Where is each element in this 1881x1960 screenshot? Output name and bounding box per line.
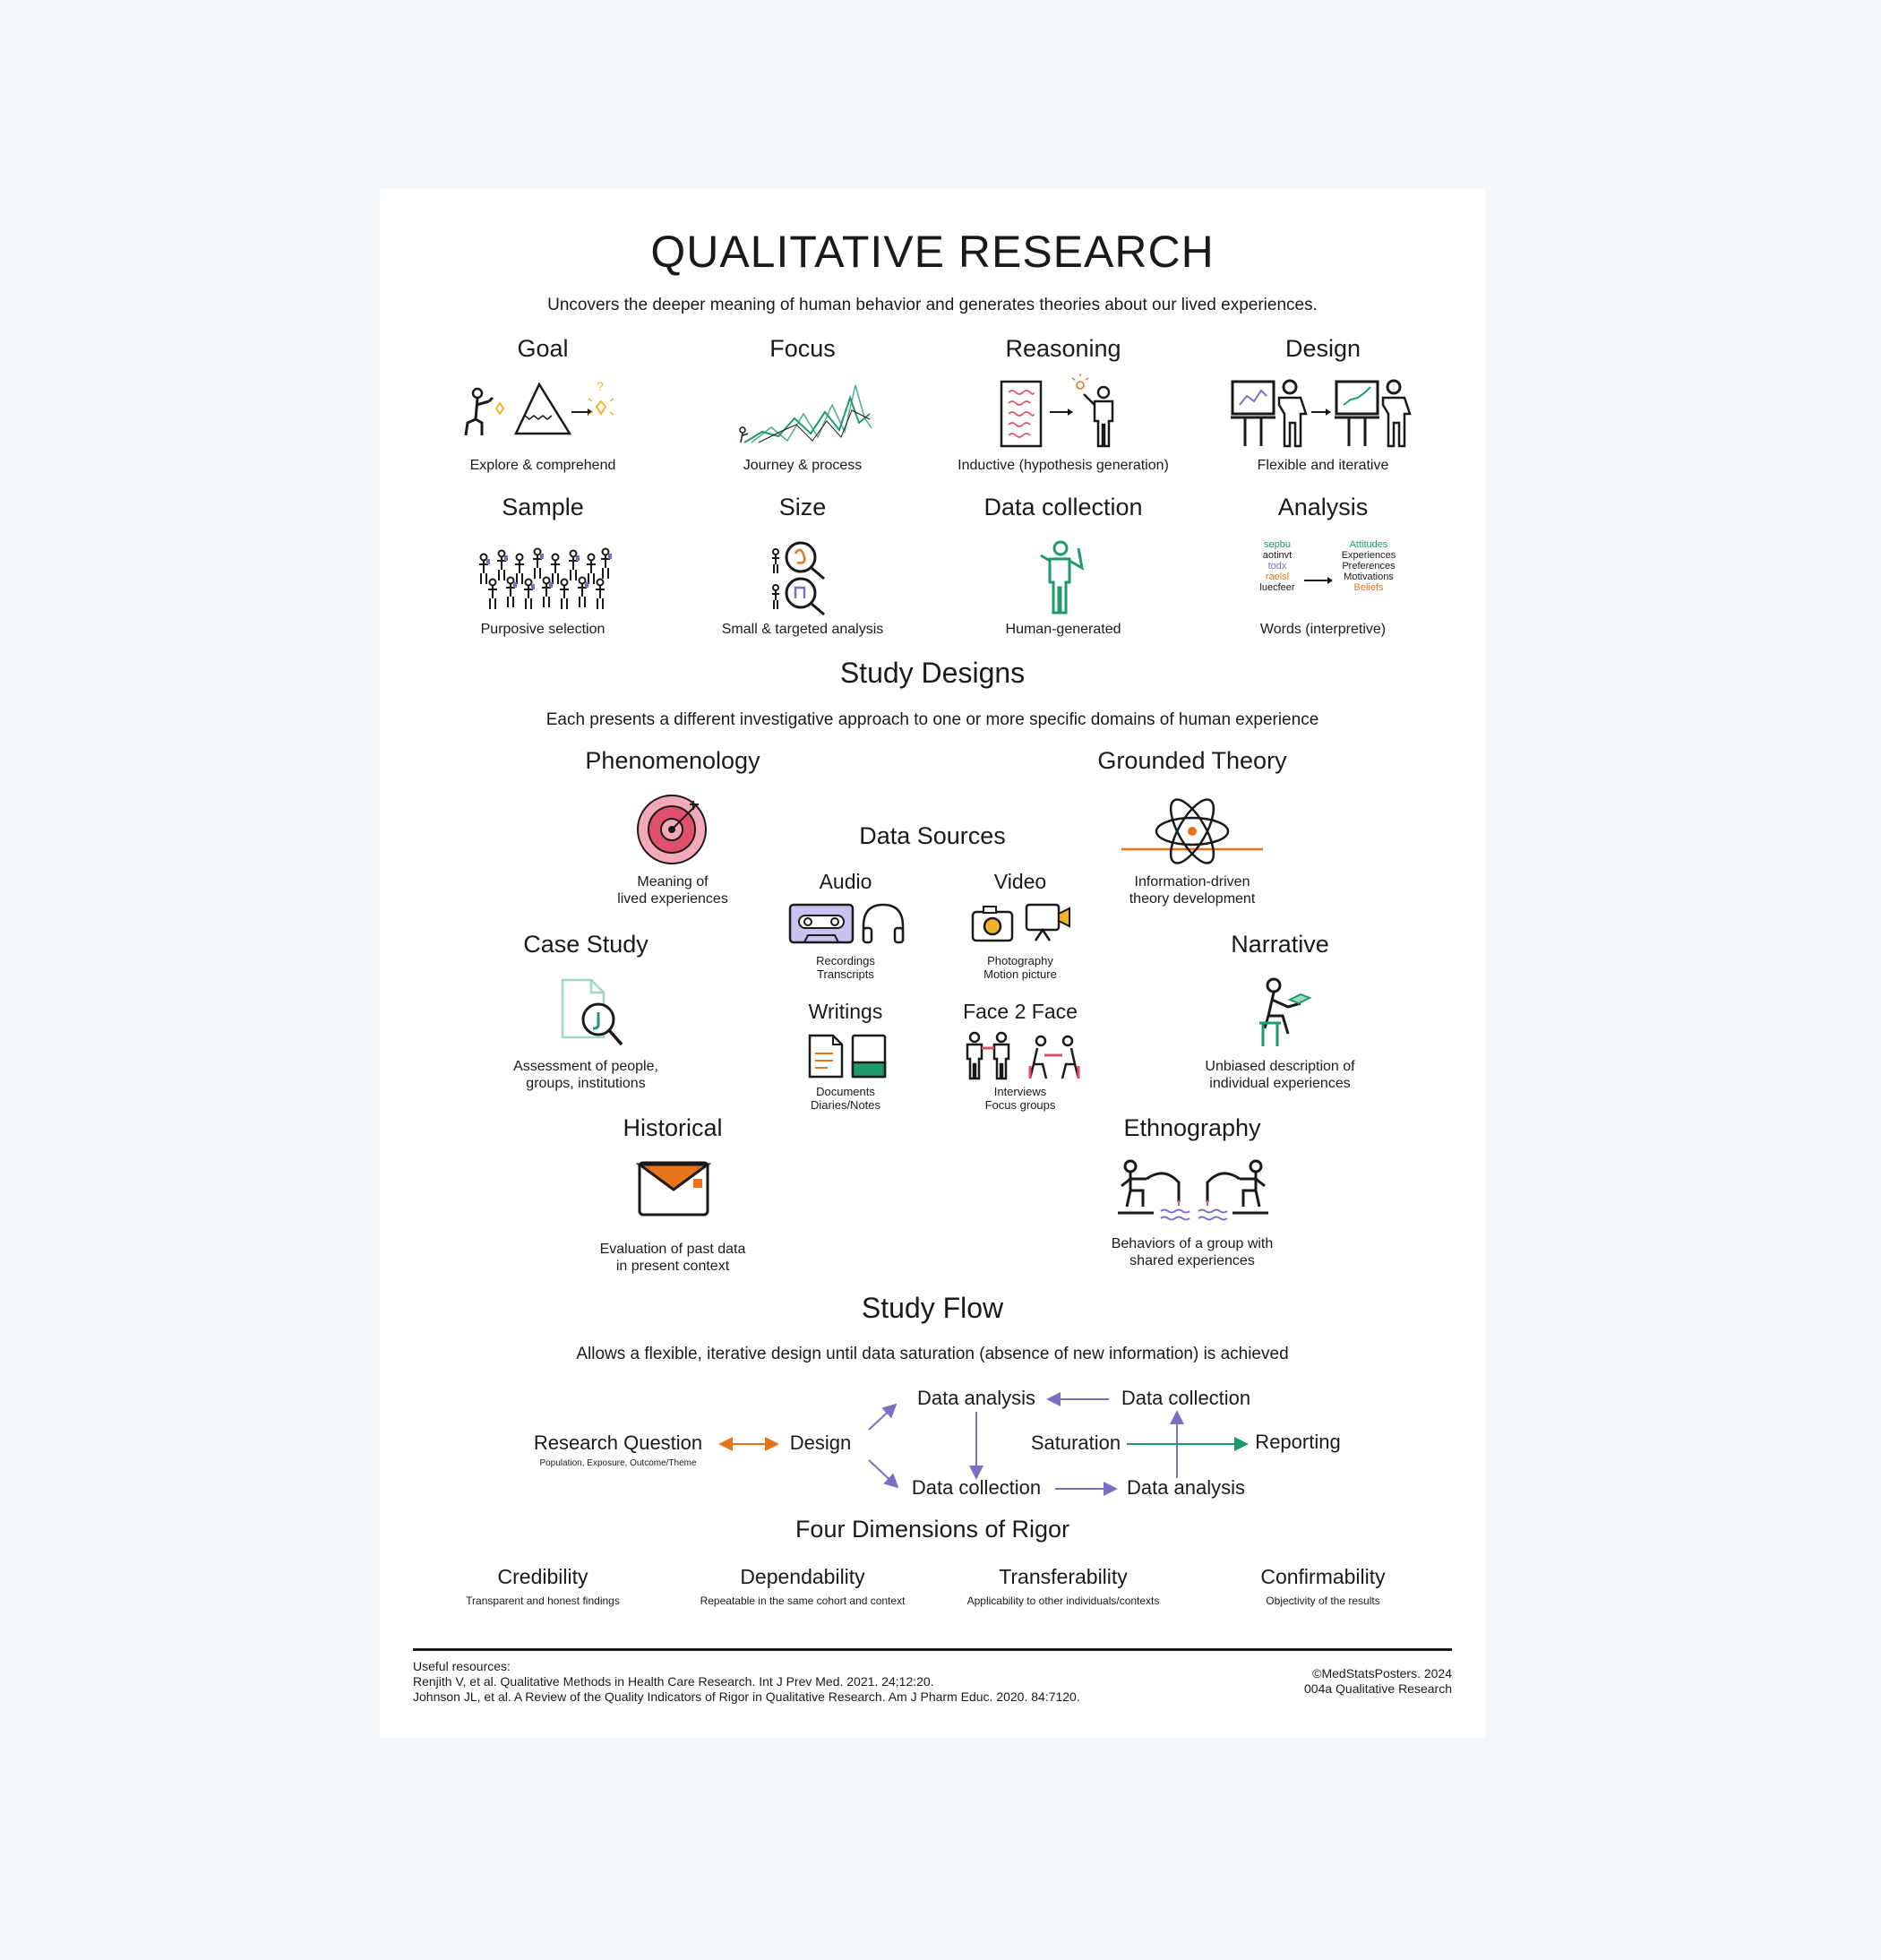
sorted-word: Beliefs [1353,582,1384,593]
flow-saturation-label: Saturation [1030,1431,1121,1454]
copyright: ©MedStatsPosters. 2024 [1312,1666,1452,1681]
size-caption: Small & targeted analysis [721,622,884,637]
sorted-word: Attitudes [1349,539,1388,550]
ethnography-heading: Ethnography [1123,1114,1261,1141]
reasoning-caption: Inductive (hypothesis generation) [958,458,1169,473]
goal-heading: Goal [517,335,569,362]
grounded-theory-heading: Grounded Theory [1097,747,1287,774]
footer-credits [1304,1666,1452,1697]
flow-reporting-label: Reporting [1255,1431,1341,1453]
caption-line: Unbiased description of [1205,1059,1355,1074]
caption-line: Meaning of [637,874,709,890]
analysis-heading: Analysis [1277,494,1369,520]
caption-line: Interviews [993,1085,1047,1098]
reference-item: Johnson JL, et al. A Review of the Quality Indicators of Rigor in Qualitative Research. Am J Pharm Educ. 2020. 84:7120. [413,1689,1080,1704]
design-heading: Design [1284,335,1361,362]
scrambled-word: aotinvt [1262,550,1293,561]
caption-line: Transcripts [817,967,874,981]
dependability-description: Repeatable in the same cohort and context [700,1595,906,1607]
footer-divider [413,1648,1452,1651]
caption-line: groups, institutions [526,1076,646,1091]
goal-caption: Explore & comprehend [469,458,616,473]
video-heading: Video [993,870,1047,893]
scrambled-word: todx [1267,561,1287,572]
caption-line: Behaviors of a group with [1111,1236,1274,1251]
dependability-heading: Dependability [740,1565,865,1588]
caption-line: Evaluation of past data [599,1242,746,1257]
scrambled-word: sepbu [1264,539,1291,550]
credibility-description: Transparent and honest findings [466,1595,620,1607]
transferability-description: Applicability to other individuals/contexts [966,1595,1160,1607]
caption-line: Diaries/Notes [810,1098,881,1112]
page-title: QUALITATIVE RESEARCH [650,227,1215,277]
caption-line: shared experiences [1129,1253,1255,1268]
transferability-heading: Transferability [999,1565,1128,1588]
study-flow-arrows [380,188,1485,1738]
study-designs-description: Each presents a different investigative approach to one or more specific domains of human experience [545,710,1319,729]
flow-design-label: Design [789,1431,852,1454]
credibility-heading: Credibility [497,1565,588,1588]
audio-heading: Audio [819,870,872,893]
design-caption: Flexible and iterative [1257,458,1389,473]
footer-resources [413,1659,1080,1705]
rigor-heading: Four Dimensions of Rigor [794,1516,1070,1543]
reference-item: Renjith V, et al. Qualitative Methods in Health Care Research. Int J Prev Med. 2021. 24;12:20. [413,1674,934,1689]
research-question-label: Research Question [533,1431,703,1454]
page-subtitle: Uncovers the deeper meaning of human behavior and generates theories about our lived experiences. [547,296,1318,314]
caption-line: Documents [816,1085,875,1098]
writings-heading: Writings [808,1000,883,1023]
historical-heading: Historical [623,1114,723,1141]
data-sources-heading: Data Sources [859,822,1006,849]
flow-top-analysis-label: Data analysis [916,1387,1036,1409]
reasoning-heading: Reasoning [1005,335,1121,362]
confirmability-description: Objectivity of the results [1266,1595,1380,1607]
design-to-collection-arrow [869,1460,898,1487]
study-designs-heading: Study Designs [839,657,1026,689]
caption-line: in present context [615,1259,730,1274]
study-flow-description: Allows a flexible, iterative design until data saturation (absence of new information) is achieved [576,1345,1289,1363]
focus-heading: Focus [769,335,836,362]
analysis-caption: Words (interpretive) [1259,622,1387,637]
resources-label: Useful resources: [413,1659,511,1673]
focus-caption: Journey & process [743,458,863,473]
data-collection-caption: Human-generated [1005,622,1121,637]
size-heading: Size [778,494,827,520]
study-flow-heading: Study Flow [861,1292,1004,1324]
confirmability-heading: Confirmability [1260,1565,1386,1588]
face2face-heading: Face 2 Face [963,1000,1078,1023]
poster [380,188,1485,1738]
phenomenology-heading: Phenomenology [585,747,760,774]
caption-line: Information-driven [1134,874,1250,890]
scrambled-word: luecfeer [1259,582,1295,593]
sorted-word: Preferences [1342,561,1396,572]
question-mark: ? [597,379,604,393]
caption-line: individual experiences [1209,1076,1351,1091]
sorted-word: Experiences [1341,550,1396,561]
sample-caption: Purposive selection [480,622,606,637]
caption-line: Motion picture [983,967,1057,981]
research-question-sub: Population, Exposure, Outcome/Theme [539,1458,697,1468]
scrambled-word: raelsl [1265,572,1290,582]
sorted-word: Motivations [1344,572,1394,582]
caption-line: Photography [987,954,1053,967]
flow-bottom-collection-label: Data collection [911,1476,1042,1499]
data-collection-heading: Data collection [983,494,1143,520]
caption-line: lived experiences [617,891,728,907]
sample-heading: Sample [502,494,584,520]
design-to-analysis-arrow [869,1405,896,1430]
caption-line: theory development [1129,891,1256,907]
flow-bottom-analysis-label: Data analysis [1126,1476,1246,1499]
poster-code: 004a Qualitative Research [1304,1681,1452,1696]
flow-top-collection-label: Data collection [1121,1387,1251,1409]
case-study-heading: Case Study [523,931,648,958]
caption-line: Recordings [816,954,875,967]
caption-line: Focus groups [984,1098,1056,1112]
caption-line: Assessment of people, [513,1059,658,1074]
narrative-heading: Narrative [1231,931,1329,958]
